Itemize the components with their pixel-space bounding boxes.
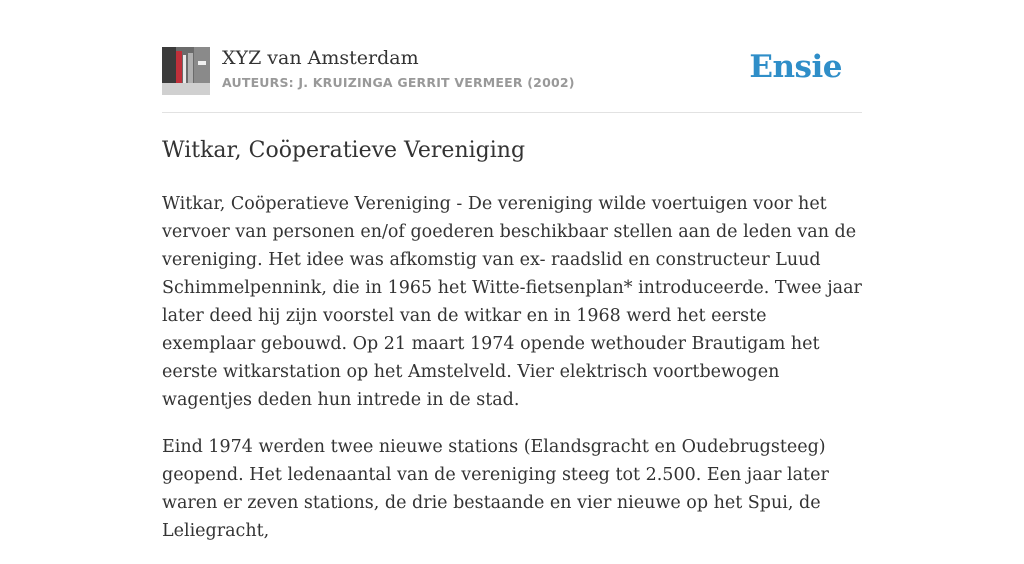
article-body xyxy=(162,190,862,564)
book-cover-icon[interactable] xyxy=(162,47,210,95)
article-paragraph: Eind 1974 werden twee nieuwe stations (Elandsgracht en Oudebrugsteeg) geopend. Het ledenaantal van de vereniging steeg tot 2.500. Een jaar later waren er zeven stations, de drie bestaande en vier nieuwe op het Spui, de Leliegracht, xyxy=(162,437,829,541)
book-authors: AUTEURS: J. KRUIZINGA GERRIT VERMEER (2002) xyxy=(222,75,575,90)
book-header xyxy=(162,47,862,113)
article-title: Witkar, Coöperatieve Vereniging xyxy=(162,138,526,163)
book-title-link[interactable]: XYZ van Amsterdam xyxy=(222,47,419,69)
ensie-logo[interactable]: Ensie xyxy=(749,49,842,85)
article-paragraph: Witkar, Coöperatieve Vereniging - De vereniging wilde voertuigen voor het vervoer van personen en/of goederen beschikbaar stellen aan de leden van de vereniging. Het idee was afkomstig van ex- raadslid en constructeur Luud Schimmelpennink, die in 1965 het Witte-fietsenplan* introduceerde. Twee jaar later deed hij zijn voorstel van de witkar en in 1968 werd het eerste exemplaar gebouwd. Op 21 maart 1974 opende wethouder Brautigam het eerste witkarstation op het Amstelveld. Vier elektrisch voortbewogen wagentjes deden hun intrede in de stad. xyxy=(162,194,862,410)
